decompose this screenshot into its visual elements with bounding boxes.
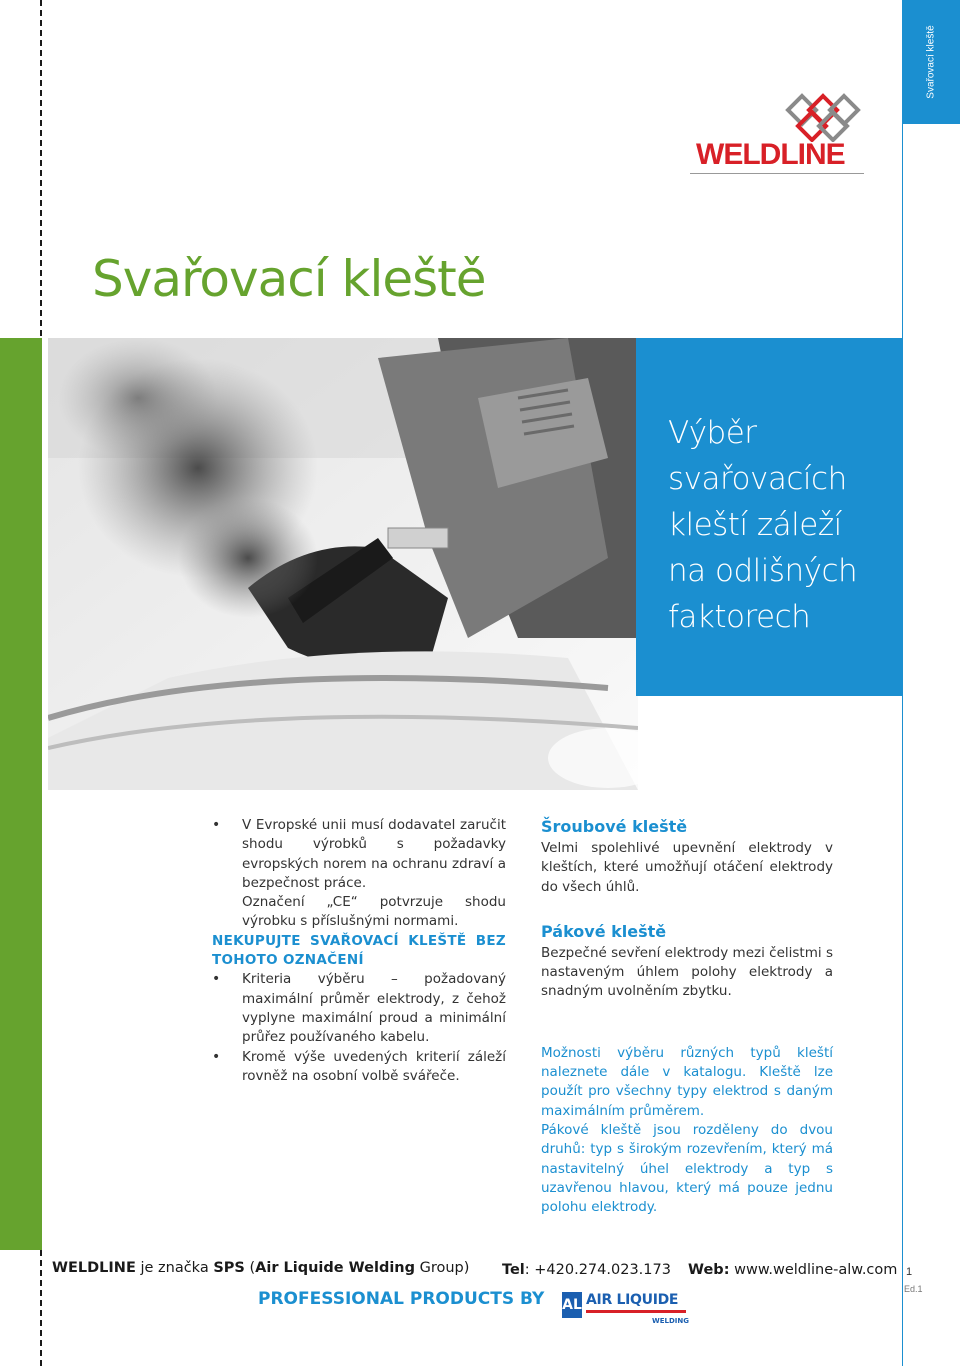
sps-name: SPS bbox=[213, 1260, 245, 1276]
paren-open: ( bbox=[244, 1260, 256, 1276]
catalog-note: Možnosti výběru různých typů kleští naleznete dále v katalogu. Kleště lze použít pro všechny typy elektrod s daným maximálním průměrem. bbox=[541, 1044, 833, 1119]
left-column bbox=[212, 816, 506, 1086]
paragraph-ce-marking: Označení „CE“ potvrzuje shodu výrobku s příslušnými normami. bbox=[242, 894, 506, 930]
paragraph-eu-requirements: • V Evropské unii musí dodavatel zaručit shodu výrobků s požadavky evropských norem na ochranu zdraví a bezpečnost práce. bbox=[212, 816, 506, 893]
page-number: 1 bbox=[906, 1266, 913, 1278]
air-liquide-mark-icon: AL bbox=[562, 1292, 582, 1318]
welding-photo bbox=[48, 338, 638, 790]
warning-text: NEKUPUJTE SVAŘOVACÍ KLEŠTĚ BEZ TOHOTO OZNAČENÍ bbox=[212, 932, 506, 969]
brand-name: WELDLINE bbox=[52, 1260, 136, 1276]
page-title: Svařovací kleště bbox=[92, 250, 486, 308]
brand-connector: je značka bbox=[135, 1260, 214, 1276]
side-tab bbox=[902, 0, 960, 124]
lever-clamp-title: Pákové kleště bbox=[541, 921, 667, 941]
screw-clamp-text: Velmi spolehlivé upevnění elektrody v kleštích, které umožňují otáčení elektrody do všech úhlů. bbox=[541, 840, 833, 895]
air-liquide-logo bbox=[562, 1290, 690, 1330]
logo-wordmark: WELDLINE bbox=[696, 138, 845, 171]
professional-products-label: PROFESSIONAL PRODUCTS BY bbox=[258, 1289, 545, 1309]
lever-clamp-text: Bezpečné sevření elektrody mezi čelistmi s nastaveným úhlem polohy elektrody a snadným uvolněním zbytku. bbox=[541, 944, 833, 1000]
weldline-logo bbox=[690, 92, 866, 178]
highlight-line: Výběr bbox=[668, 415, 757, 451]
edition-label: Ed.1 bbox=[904, 1284, 923, 1294]
lever-clamp-section bbox=[541, 921, 833, 1002]
tel-label: Tel bbox=[502, 1262, 525, 1278]
air-liquide-name: AIR LIQUIDE bbox=[586, 1292, 679, 1308]
highlight-line: svařovacích bbox=[668, 461, 847, 497]
paragraph-personal-choice: • Kromě výše uvedených kriterií záleží rovněž na osobní volbě svářeče. bbox=[212, 1048, 506, 1087]
right-column bbox=[541, 816, 833, 1217]
diamond-pattern-icon bbox=[690, 92, 866, 142]
screw-clamp-title: Šroubové kleště bbox=[541, 817, 688, 836]
footer-website[interactable] bbox=[688, 1262, 897, 1278]
highlight-line: kleští záleží bbox=[668, 507, 842, 543]
web-link[interactable]: www.weldline-alw.com bbox=[729, 1262, 898, 1278]
air-liquide-welding: WELDING bbox=[652, 1317, 689, 1325]
highlight-line: na odlišných bbox=[668, 553, 858, 589]
highlight-panel bbox=[636, 338, 902, 696]
green-side-bar bbox=[0, 338, 42, 1250]
footer-brand-line bbox=[52, 1260, 469, 1276]
group-tail: Group) bbox=[415, 1260, 470, 1276]
right-edge-line bbox=[902, 124, 903, 1366]
tel-value: : +420.274.023.173 bbox=[524, 1262, 671, 1278]
footer-phone bbox=[502, 1262, 671, 1278]
lever-types-note: Pákové kleště jsou rozděleny do dvou druhů: typ s širokým rozevřením, který má nastavitelný úhel elektrody a typ s uzavřenou hlavou, který má pouze jednu polohu elektrody. bbox=[541, 1121, 833, 1216]
highlight-text bbox=[668, 410, 878, 640]
side-tab-label: Svařovací kleště bbox=[925, 25, 937, 99]
paragraph-selection-criteria: • Kriteria výběru – požadovaný maximální průměr elektrody, z čehož vyplyne maximální proud a minimální průřez používaného kabelu. bbox=[212, 970, 506, 1047]
logo-underline bbox=[690, 173, 864, 174]
group-name: Air Liquide Welding bbox=[255, 1260, 415, 1276]
highlight-line: faktorech bbox=[668, 599, 811, 635]
web-label: Web: bbox=[688, 1262, 730, 1278]
air-liquide-underline bbox=[586, 1310, 686, 1313]
screw-clamp-section bbox=[541, 816, 833, 897]
